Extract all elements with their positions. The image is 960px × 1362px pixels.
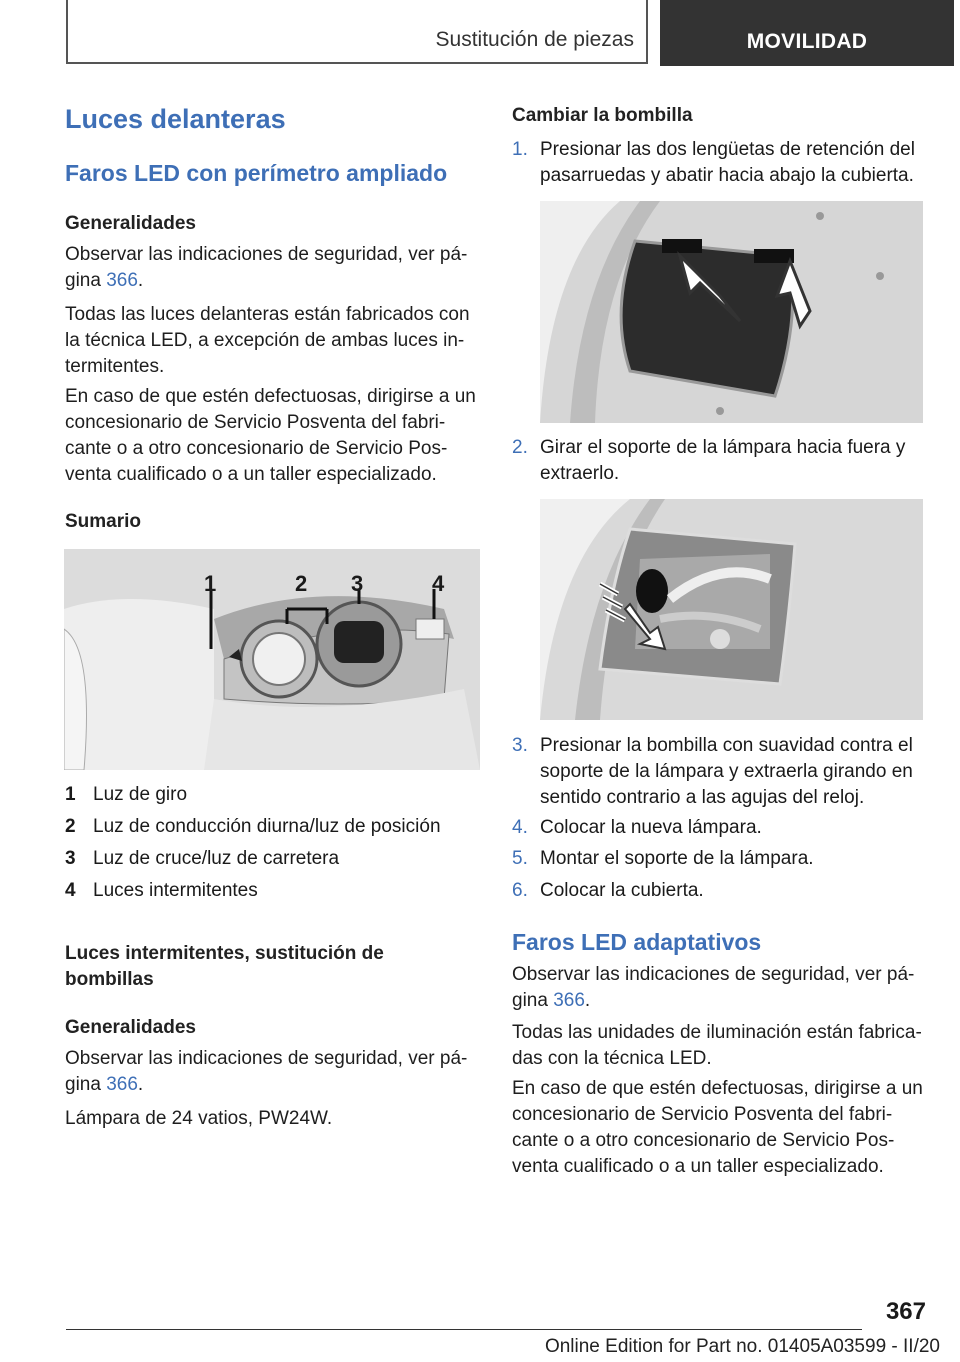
lamp-holder-image [540,499,923,720]
paragraph-line: En caso de que estén defectuosas, dirigirse a un [65,386,476,407]
step-number: 6. [512,880,528,901]
step-text: Montar el soporte de la lámpara. [540,848,814,869]
figure-label-3: 3 [351,571,364,596]
subheading-sumario: Sumario [65,511,142,532]
step-number: 5. [512,848,528,869]
step-line: Presionar la bombilla con suavidad contra el [540,735,913,756]
legend-number: 4 [65,880,76,901]
step-item [512,846,932,872]
paragraph-led-2 [512,1020,932,1072]
page-number: 367 [885,1298,926,1325]
subheading-generalidades-2: Generalidades [65,1017,196,1038]
step-text [540,435,930,487]
step-line: extraerlo. [540,463,620,484]
subheading-cambiar: Cambiar la bombilla [512,105,693,126]
footer-divider [66,1329,862,1330]
step-number: 2. [512,437,528,458]
figure-label-4: 4 [432,571,445,596]
paragraph-safety-3 [512,962,932,1014]
paragraph-line: cante o a otro concesionario de Servicio Pos- [512,1130,895,1151]
text: gina [512,990,554,1011]
text: . [584,990,591,1011]
chapter-tab[interactable] [660,0,954,66]
step-item [512,878,932,904]
paragraph-safety [65,242,485,294]
legend-number: 1 [65,784,76,805]
step-text [540,137,930,189]
paragraph-line: En caso de que estén defectuosas, dirigirse a un [512,1078,923,1099]
step-line: Presionar las dos lengüetas de retención del [540,139,915,160]
heading-line: Luces intermitentes, sustitución de [65,943,384,964]
legend-item [65,878,485,904]
text: . [137,1074,144,1095]
paragraph-line: Observar las indicaciones de seguridad, ver pá- [65,244,468,265]
page-heading: Luces delanteras [65,104,286,134]
paragraph-line: cante o a otro concesionario de Servicio Pos- [65,438,448,459]
paragraph-defect [65,384,485,488]
legend-text: Luz de cruce/luz de carretera [93,848,340,869]
paragraph-line [65,268,485,294]
paragraph-line [65,1072,485,1098]
step-number: 3. [512,735,528,756]
edition-note: Online Edition for Part no. 01405A03599 - II/20 [544,1336,940,1357]
legend-text: Luces intermitentes [93,880,258,901]
step-item [512,435,932,487]
legend-text: Luz de giro [93,784,188,805]
paragraph-led [65,302,485,380]
paragraph-line: termitentes. [65,356,165,377]
legend-item [65,814,485,840]
subheading-intermitentes [65,941,384,993]
chapter-tab-label: MOVILIDAD [746,30,868,53]
legend-number: 3 [65,848,76,869]
paragraph-defect-2 [512,1076,932,1180]
step-item [512,815,932,841]
figure-label-2: 2 [295,571,308,596]
paragraph-line: Todas las unidades de iluminación están fabrica- [512,1022,922,1043]
text: . [137,270,144,291]
subheading-generalidades: Generalidades [65,213,196,234]
paragraph-line: concesionario de Servicio Posventa del fabri- [65,412,446,433]
paragraph-line: Todas las luces delanteras están fabricados con [65,304,470,325]
legend-text: Luz de conducción diurna/luz de posición [93,816,441,837]
paragraph-lamp: Lámpara de 24 vatios, PW24W. [65,1108,333,1129]
section-heading: Faros LED con perímetro ampliado [65,160,448,186]
step-number: 1. [512,139,528,160]
page-link[interactable]: 366 [106,270,138,291]
wheel-arch-cover-image [540,201,923,423]
heading-line: bombillas [65,969,154,990]
step-line: sentido contrario a las agujas del reloj. [540,787,865,808]
paragraph-line: venta cualificado o a un taller especializado. [512,1156,884,1177]
step-text: Colocar la nueva lámpara. [540,817,762,838]
section-heading-adaptive: Faros LED adaptativos [512,929,762,955]
paragraph-line: das con la técnica LED. [512,1048,712,1069]
step-text [540,733,930,811]
step-item [512,733,932,811]
legend-item [65,782,485,808]
step-line: pasarruedas y abatir hacia abajo la cubierta. [540,165,914,186]
text: gina [65,270,107,291]
paragraph-line: la técnica LED, a excepción de ambas luces in- [65,330,465,351]
step-number: 4. [512,817,528,838]
step-line: soporte de la lámpara y extraerla girando en [540,761,913,782]
paragraph-line: Observar las indicaciones de seguridad, ver pá- [512,964,915,985]
paragraph-line [512,988,932,1014]
step-line: Girar el soporte de la lámpara hacia fuera y [540,437,906,458]
text: gina [65,1074,107,1095]
paragraph-safety-2 [65,1046,485,1098]
legend-item [65,846,485,872]
page-link[interactable]: 366 [553,990,585,1011]
paragraph-line: venta cualificado o a un taller especializado. [65,464,437,485]
paragraph-line: Observar las indicaciones de seguridad, ver pá- [65,1048,468,1069]
figure-label-1: 1 [204,571,217,596]
paragraph-line: concesionario de Servicio Posventa del fabri- [512,1104,893,1125]
step-text: Colocar la cubierta. [540,880,704,901]
headlight-overview-image [64,549,480,770]
step-item [512,137,932,189]
section-title: Sustitución de piezas [435,28,634,51]
page-link[interactable]: 366 [106,1074,138,1095]
legend-number: 2 [65,816,76,837]
